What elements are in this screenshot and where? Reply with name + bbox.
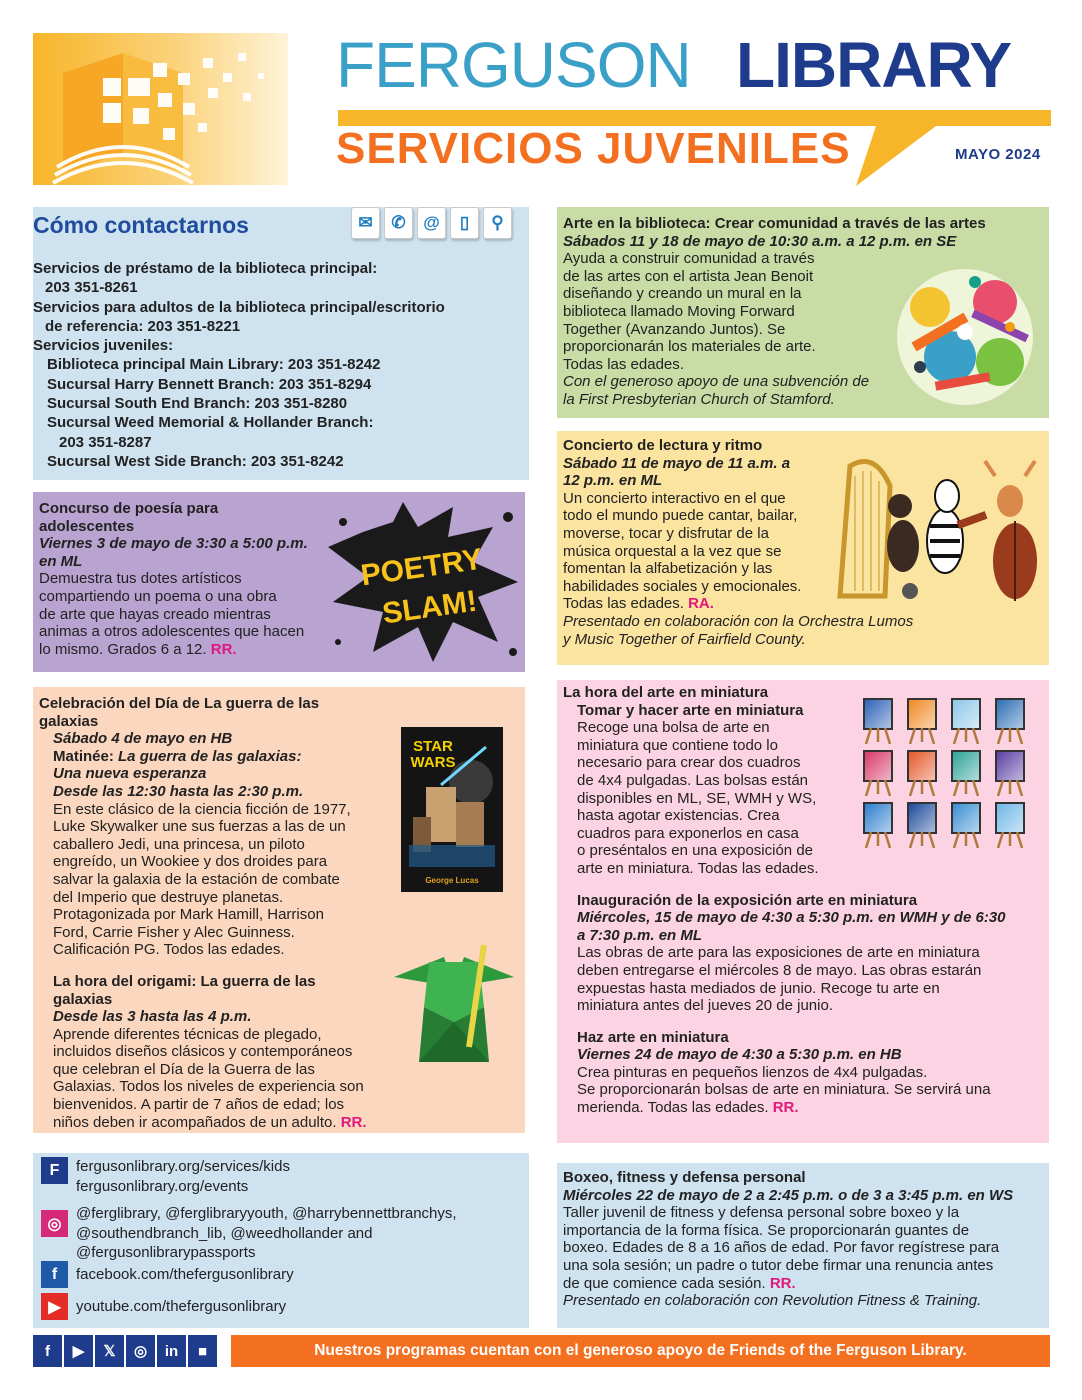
event-description: Protagonizada por Mark Hamill, Harrison (53, 906, 324, 924)
event-description: Luke Skywalker une sus fuerzas a las de un (53, 818, 346, 836)
mini-art-events (557, 680, 1049, 1143)
event-description: Todas las edades. (563, 355, 684, 373)
mini-canvas (951, 750, 981, 782)
easel-icon (995, 832, 1025, 848)
contact-section (33, 207, 529, 480)
registration-required: RR. (340, 1113, 367, 1131)
event-date: Sábado 4 de mayo en HB (53, 730, 233, 748)
event-time: Desde las 12:30 hasta las 2:30 p.m. (53, 782, 304, 800)
contact-line: de referencia: 203 351-8221 (45, 317, 241, 335)
event-title: galaxias (53, 990, 113, 1008)
contact-line: Sucursal Harry Bennett Branch: 203 351-8294 (47, 375, 372, 393)
event-description: música orquestal a la vez que se (563, 542, 782, 560)
event-description: que celebran el Día de la Guerra de las (53, 1060, 315, 1078)
instagram-handles[interactable]: @ferglibrary, @ferglibraryyouth, @harrybennettbranchys, (76, 1205, 457, 1222)
event-description: Demuestra tus dotes artísticos (39, 570, 242, 588)
event-description: niños deben ir acompañados de un adulto. (53, 1113, 337, 1131)
event-description: deben entregarse el miércoles 8 de mayo. Las obras estarán (577, 961, 982, 979)
contact-line: Biblioteca principal Main Library: 203 351-8242 (47, 356, 381, 374)
event-description: biblioteca llamado Moving Forward (563, 302, 795, 320)
event-description: compartiendo un poema o una obra (39, 587, 277, 605)
mini-canvas (863, 698, 893, 730)
event-title: Tomar y hacer arte en miniatura (577, 701, 804, 719)
event-credit: y Music Together of Fairfield County. (563, 630, 806, 648)
event-description: salvar la galaxia de la estación de combate (53, 870, 340, 888)
mini-canvas (995, 698, 1025, 730)
event-description: cuadros para exponerlos en casa (577, 824, 799, 842)
matinee-label: Matinée: (53, 747, 114, 765)
event-description: incluidos diseños clásicos y contemporáneos (53, 1043, 353, 1061)
facebook-icon[interactable]: f (33, 1335, 62, 1367)
easel-icon (951, 832, 981, 848)
matinee-title: Una nueva esperanza (53, 765, 207, 783)
event-date: Miércoles, 15 de mayo de 4:30 a 5:30 p.m. en WMH y de 6:30 (577, 909, 1006, 927)
registration-advised: RA. (688, 595, 714, 613)
animal-musicians-image (835, 446, 1040, 606)
registration-required: RR. (772, 1099, 799, 1117)
easel-icon (951, 780, 981, 796)
event-date: Sábados 11 y 18 de mayo de 10:30 a.m. a 12 p.m. en SE (563, 232, 957, 250)
mini-canvas (907, 750, 937, 782)
event-description: Galaxias. Todos los niveles de experiencia son (53, 1078, 364, 1096)
event-description: Aprende diferentes técnicas de plegado, (53, 1025, 322, 1043)
at-icon: @ (417, 207, 446, 239)
art-in-library-event (557, 207, 1049, 418)
event-description: de que comience cada sesión. (563, 1274, 766, 1292)
mini-canvas (907, 802, 937, 834)
poster-credit: George Lucas (425, 876, 479, 885)
boxing-event (557, 1163, 1049, 1328)
event-date: Viernes 24 de mayo de 4:30 a 5:30 p.m. en HB (577, 1046, 902, 1064)
contact-icons (351, 207, 512, 239)
event-date: Sábado 11 de mayo de 11 a.m. a (563, 454, 791, 472)
event-date: Miércoles 22 de mayo de 2 a 2:45 p.m. o de 3 a 3:45 p.m. en WS (563, 1186, 1014, 1204)
event-description: expuestas hasta mediados de junio. Recoge tu arte en (577, 979, 940, 997)
contact-line: Servicios para adultos de la biblioteca principal/escritorio (33, 298, 445, 316)
mini-canvas (951, 698, 981, 730)
youtube-link[interactable]: youtube.com/thefergusonlibrary (76, 1298, 287, 1315)
event-description: bienvenidos. A partir de 7 años de edad; los (53, 1096, 345, 1114)
footer-social-icons (33, 1335, 217, 1367)
event-description: miniatura antes del jueves 20 de junio. (577, 997, 833, 1015)
event-description: una sola sesión; un padre o tutor debe firmar una renuncia antes (563, 1256, 994, 1274)
instagram-icon: ◎ (41, 1210, 68, 1237)
event-date: a 7:30 p.m. en ML (577, 926, 703, 944)
event-description: caballero Jedi, una princesa, un piloto (53, 835, 305, 853)
x-icon[interactable]: 𝕏 (95, 1335, 124, 1367)
event-description: Se proporcionarán bolsas de arte en miniatura. Se servirá una (577, 1081, 991, 1099)
contact-line: Sucursal Weed Memorial & Hollander Branch: (47, 414, 374, 432)
contact-list (33, 259, 445, 471)
easel-icon (995, 780, 1025, 796)
linkedin-icon[interactable]: in (157, 1335, 186, 1367)
instagram-icon[interactable]: ◎ (126, 1335, 155, 1367)
event-description: proporcionarán los materiales de arte. (563, 338, 816, 356)
event-description: Ford, Carrie Fisher y Alec Guinness. (53, 923, 295, 941)
art-supplies-image (890, 267, 1040, 407)
event-date: en ML (39, 552, 83, 570)
poetry-slam-splash-image (323, 492, 523, 670)
contact-line: Servicios juveniles: (33, 337, 174, 355)
section-title: La hora del arte en miniatura (563, 684, 769, 701)
event-title: Concierto de lectura y ritmo (563, 437, 763, 454)
event-description: del Imperio que destruye planetas. (53, 888, 284, 906)
event-credit: Presentado en colaboración con Revolution Fitness & Training. (563, 1292, 982, 1310)
mobile-icon: ▯ (450, 207, 479, 239)
contact-line: Sucursal West Side Branch: 203 351-8242 (47, 452, 344, 470)
event-description: lo mismo. Grados 6 a 12. (39, 640, 207, 658)
email-icon: ✉ (351, 207, 380, 239)
event-description: todo el mundo puede cantar, bailar, (563, 507, 798, 525)
mini-canvas (863, 802, 893, 834)
page-title: SERVICIOS JUVENILES (336, 124, 851, 173)
event-date: 12 p.m. en ML (563, 472, 663, 490)
title-library: LIBRARY (736, 29, 1012, 101)
easel-icon (907, 728, 937, 744)
event-description: de arte que hayas creado mientras (39, 605, 271, 623)
easel-icon (951, 728, 981, 744)
poetry-art-text: POETRY (358, 542, 485, 593)
poster-title: STAR (413, 738, 453, 755)
event-credit: Presentado en colaboración con la Orchestra Lumos (563, 612, 914, 630)
event-description: importancia de la forma física. Se proporcionarán guantes de (563, 1221, 970, 1239)
easel-icon (863, 780, 893, 796)
event-title: La hora del origami: La guerra de las (53, 972, 316, 990)
mini-canvas (907, 698, 937, 730)
event-credit: la First Presbyterian Church of Stamford. (563, 390, 835, 408)
event-description: engreído, un Wookiee y dos droides para (53, 853, 328, 871)
contact-line: Servicios de préstamo de la biblioteca principal: (33, 260, 378, 277)
event-description: habilidades sociales y emocionales. (563, 577, 802, 595)
event-credit: Con el generoso apoyo de una subvención de (563, 373, 870, 391)
issue-date: MAYO 2024 (955, 146, 1041, 163)
poster-title: WARS (410, 754, 456, 771)
instagram-handles[interactable]: @fergusonlibrarypassports (76, 1244, 256, 1261)
event-description: de 4x4 pulgadas. Las bolsas están (577, 771, 808, 789)
origami-yoda-image (389, 937, 519, 1067)
star-wars-poster-image (401, 727, 503, 892)
phone-icon: ✆ (384, 207, 413, 239)
matinee-title: La guerra de las galaxias: (118, 747, 302, 765)
easel-icon (907, 780, 937, 796)
event-description: Together (Avanzando Juntos). Se (563, 320, 786, 338)
event-description: necesario para crear dos cuadros (577, 754, 801, 772)
star-wars-event (33, 687, 525, 1133)
mini-canvas (995, 802, 1025, 834)
location-icon: ⚲ (483, 207, 512, 239)
event-description: Las obras de arte para las exposiciones de arte en miniatura (577, 944, 980, 962)
event-description: boxeo. Edades de 8 a 16 años de edad. Por favor regístrese para (563, 1239, 1000, 1257)
poetry-art-text: SLAM! (380, 584, 480, 631)
event-description: Taller juvenil de fitness y defensa personal sobre boxeo y la (563, 1204, 960, 1222)
event-time: Desde las 3 hasta las 4 p.m. (53, 1008, 252, 1026)
registration-required: RR. (210, 640, 237, 658)
event-description: merienda. Todas las edades. (577, 1099, 769, 1117)
easel-icon (863, 728, 893, 744)
youtube-icon: ▶ (41, 1293, 68, 1320)
poetry-slam-event (33, 492, 525, 672)
contact-line: Sucursal South End Branch: 203 351-8280 (47, 395, 348, 413)
contact-line: 203 351-8261 (45, 279, 138, 297)
facebook-icon: f (41, 1261, 68, 1288)
event-date: Viernes 3 de mayo de 3:30 a 5:00 p.m. (39, 535, 308, 553)
event-description: de las artes con el artista Jean Benoit (563, 267, 814, 285)
event-description: miniatura que contiene todo lo (577, 736, 778, 754)
event-description: o preséntalos en una exposición de (577, 842, 814, 860)
mini-canvas (863, 750, 893, 782)
footer-banner: Nuestros programas cuentan con el generoso apoyo de Friends of the Ferguson Library. (231, 1335, 1050, 1367)
title-ferguson: FERGUSON (336, 29, 691, 101)
event-description: Recoge una bolsa de arte en (577, 719, 770, 737)
event-title: Haz arte en miniatura (577, 1028, 729, 1046)
event-title: Concurso de poesía para (39, 500, 219, 517)
event-title: Boxeo, fitness y defensa personal (563, 1169, 806, 1186)
website-link[interactable]: fergusonlibrary.org/events (76, 1177, 249, 1195)
library-logo-mark (33, 33, 288, 185)
event-description: Ayuda a construir comunidad a través (563, 250, 815, 268)
instagram-handles[interactable]: @southendbranch_lib, @weedhollander and (76, 1224, 373, 1242)
event-title: Inauguración de la exposición arte en miniatura (577, 891, 918, 909)
event-description: Crea pinturas en pequeños lienzos de 4x4 pulgadas. (577, 1063, 928, 1081)
event-title: Arte en la biblioteca: Crear comunidad a través de las artes (563, 215, 986, 232)
easel-icon (995, 728, 1025, 744)
mini-canvas (995, 750, 1025, 782)
event-description: En este clásico de la ciencia ficción de 1977, (53, 800, 351, 818)
mini-canvas (951, 802, 981, 834)
event-description: hasta agotar existencias. Crea (577, 807, 780, 825)
event-description: disponibles en ML, SE, WMH y WS, (577, 789, 817, 807)
contact-title: Cómo contactarnos (33, 212, 249, 238)
event-description: Un concierto interactivo en el que (563, 489, 786, 507)
event-ages: Todas las edades. (563, 595, 684, 613)
ferguson-logo-icon: F (41, 1157, 68, 1184)
easel-icon (863, 832, 893, 848)
concert-event (557, 431, 1049, 665)
event-title: adolescentes (39, 517, 135, 535)
easel-icon (907, 832, 937, 848)
event-description: Calificación PG. Todos las edades. (53, 941, 285, 959)
event-description: animas a otros adolescentes que hacen (39, 623, 305, 641)
video-icon[interactable]: ■ (188, 1335, 217, 1367)
website-link[interactable]: fergusonlibrary.org/services/kids (76, 1158, 290, 1175)
event-title: Celebración del Día de La guerra de las galaxias (39, 695, 320, 730)
event-description: arte en miniatura. Todas las edades. (577, 859, 819, 877)
facebook-link[interactable]: facebook.com/thefergusonlibrary (76, 1266, 294, 1283)
event-description: diseñando y creando un mural en la (563, 285, 802, 303)
links-section (33, 1153, 529, 1328)
contact-line: 203 351-8287 (59, 433, 152, 451)
youtube-icon[interactable]: ▶ (64, 1335, 93, 1367)
event-description: fomentan la alfabetización y las (563, 560, 773, 578)
event-description: moverse, tocar y disfrutar de la (563, 524, 769, 542)
registration-required: RR. (769, 1274, 796, 1292)
